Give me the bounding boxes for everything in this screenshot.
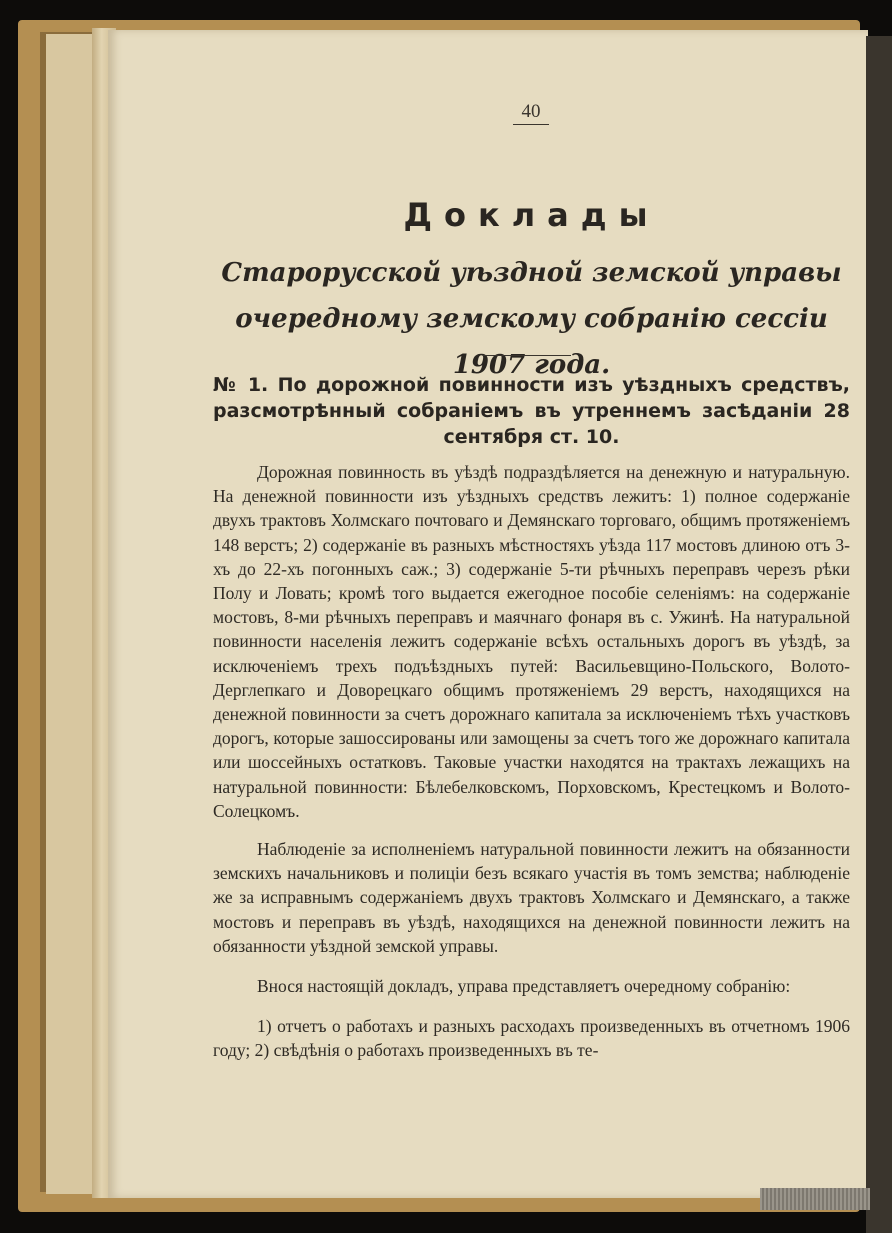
report-subtitle: Старорусской уѣздной земской управы очередному земскому собранію сессіи 1907 года. <box>221 258 842 380</box>
binding-cloth <box>760 1188 870 1210</box>
paragraph-submission: Внося настоящій докладъ, управа представляетъ очередному собранію: <box>257 976 791 997</box>
page-number: 40 <box>513 102 549 125</box>
right-page-edge <box>866 36 892 1233</box>
paragraph-list-start: 1) отчетъ о работахъ и разныхъ расходахъ произведенныхъ въ отчетномъ 1906 году; 2) свѣдѣнія о работахъ произведенныхъ въ те- <box>213 1016 850 1061</box>
section-title: № 1. По дорожной повинности изъ уѣздныхъ средствъ, разсмотрѣнный собраніемъ въ утреннемъ засѣданіи 28 сентября ст. 10. <box>213 374 850 448</box>
paragraph-supervision: Наблюденіе за исполненіемъ натуральной повинности лежитъ на обязанности земскихъ начальниковъ и полиціи безъ всякаго участія въ томъ земства; наблюденіе же за исправнымъ содержаніемъ двухъ трактовъ Холмскаго и Демянскаго, а также мостовъ и переправъ въ уѣздѣ, находящихся на денежной повинности лежитъ на обязанности уѣздной земской управы. <box>213 839 850 956</box>
body-text <box>213 460 850 1077</box>
main-heading: Доклады <box>403 196 660 234</box>
paragraph-road-duty: Дорожная повинность въ уѣздѣ подраздѣляется на денежную и натуральную. На денежной повинности изъ уѣздныхъ средствъ лежитъ: 1) полное содержаніе двухъ трактовъ Холмскаго почтоваго и Демянскаго торговаго, общимъ протяженіемъ 148 верстъ; 2) содержаніе въ разныхъ мѣстностяхъ уѣзда 117 мостовъ длиною отъ 3-хъ до 22-хъ погонныхъ саж.; 3) содержаніе 5-ти рѣчныхъ переправъ черезъ рѣки Полу и Ловать; кромѣ того выдается ежегодное пособіе селеніямъ: на содержаніе мостовъ, 8-ми рѣчныхъ переправъ и маячнаго фонаря въ с. Ужинѣ. На натуральной повинности населенія лежитъ содержаніе всѣхъ остальныхъ дорогъ въ уѣздѣ, за исключеніемъ трехъ подъѣздныхъ путей: Васильевщино-Польского, Волото-Дерглепкаго и Доворецкаго общимъ протяженіемъ 29 верстъ, находящихся на денежной повинности за счетъ дорожнаго капитала за исключеніемъ тѣхъ участковъ дорогъ, которые зашоссированы или замощены за счетъ того же дорожнаго капитала или шоссейныхъ остатковъ. Таковые участки находятся на трактахъ лежащихъ на натуральной повинности: Бѣлебелковскомъ, Порховскомъ, Крестецкомъ и Волото-Солецкомъ. <box>213 462 850 821</box>
divider-rule <box>483 355 571 356</box>
